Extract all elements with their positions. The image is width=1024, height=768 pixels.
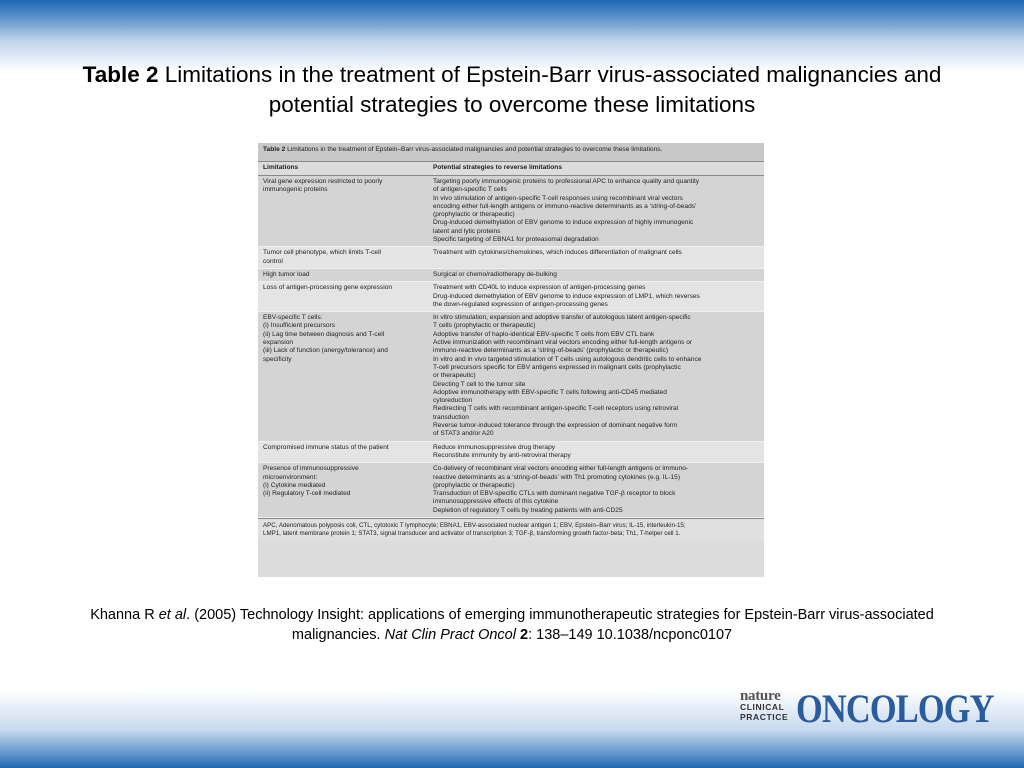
- limitation-cell: [263, 178, 433, 244]
- footnote-line: LMP1, latent membrane protein 1; STAT3, signal transducer and activator of transcription 3; TGF-β, transforming growth factor-beta; Th1, T-helper cell 1.: [263, 529, 681, 537]
- table-caption: [258, 143, 764, 161]
- table-row: [258, 269, 764, 282]
- header-limitations: Limitations: [263, 164, 299, 172]
- table-row: [258, 282, 764, 312]
- strategy-line: Drug-induced demethylation of EBV genome to induce expression of LMP1, which reverses: [433, 292, 700, 300]
- limitation-cell: [263, 444, 433, 461]
- footnote-line: APC, Adenomatous polyposis coli, CTL, cytotoxic T lymphocyte; EBNA1, EBV-associated nuclear antigen 1; EBV, Epstein–Barr virus; IL-15, interleukin-15;: [263, 521, 686, 529]
- strategies-cell: [433, 271, 759, 279]
- slide-title: [60, 60, 964, 120]
- logo-nature-word: nature: [740, 688, 781, 704]
- strategies-cell: [433, 444, 759, 461]
- citation-title: . (2005) Technology Insight: applications of emerging immunotherapeutic strategies for Epstein-Barr virus-associated malignancies.: [186, 607, 934, 643]
- strategy-line: Drug-induced demethylation of EBV genome to induce expression of highly immunogenic: [433, 219, 694, 227]
- citation-volume: 2: [520, 627, 529, 643]
- strategy-line: cytoreduction: [433, 397, 473, 405]
- limitation-line: control: [263, 257, 283, 265]
- strategy-line: of STAT3 and/or A20: [433, 430, 494, 438]
- strategy-line: Depletion of regulatory T cells by treating patients with anti-CD25: [433, 506, 623, 514]
- strategy-line: latent and lytic proteins: [433, 227, 501, 235]
- limitation-cell: [263, 465, 433, 515]
- strategy-line: Reverse tumor-induced tolerance through the expression of dominant negative form: [433, 422, 678, 430]
- table-caption-bold: Table 2: [263, 146, 286, 153]
- table-row: [258, 442, 764, 464]
- citation-journal: Nat Clin Pract Oncol: [384, 627, 516, 643]
- strategy-line: In vivo stimulation of antigen-specific T-cell responses using recombinant viral vectors: [433, 194, 683, 202]
- strategies-cell: [433, 465, 759, 515]
- strategy-line: Treatment with CD40L to induce expression of antigen-processing genes: [433, 284, 646, 292]
- table-footnote: [258, 518, 764, 541]
- citation-authors: Khanna R: [90, 607, 159, 623]
- strategy-line: Adoptive immunotherapy with EBV-specific T cells following anti-CD45 mediated: [433, 388, 667, 396]
- table-header-row: [258, 161, 764, 176]
- strategy-line: Directing T cell to the tumor site: [433, 380, 526, 388]
- strategy-line: encoding either full-length antigens or immuno-reactive determinants as a ‘string-of-beads’: [433, 202, 697, 210]
- slide-title-text: Limitations in the treatment of Epstein-Barr virus-associated malignancies and potential strategies to overcome these limitations: [158, 62, 942, 117]
- limitation-line: immunogenic proteins: [263, 186, 328, 194]
- limitation-line: expansion: [263, 339, 294, 347]
- strategies-cell: [433, 314, 759, 438]
- limitation-line: microenvironment:: [263, 473, 318, 481]
- limitation-line: (i) Insufficient precursors: [263, 322, 336, 330]
- strategies-cell: [433, 249, 759, 266]
- logo-nature-clinical-practice: [740, 690, 792, 722]
- limitation-line: Viral gene expression restricted to poorly: [263, 178, 383, 185]
- logo-clinical-word: CLINICAL: [740, 702, 785, 712]
- table-row: [258, 463, 764, 518]
- strategy-line: Reconstitute immunity by anti-retroviral therapy: [433, 451, 571, 459]
- strategy-line: immunosuppressive effects of this cytokine: [433, 498, 559, 506]
- strategy-line: Treatment with cytokines/chemokines, which induces differentiation of malignant cells: [433, 249, 682, 257]
- limitation-line: specificity: [263, 355, 292, 363]
- table-row: [258, 247, 764, 269]
- strategy-line: reactive determinants as a ‘string-of-beads’ with Th1 promoting cytokines (e.g. IL-15): [433, 473, 681, 481]
- table-image: [258, 143, 764, 577]
- citation: [80, 605, 944, 645]
- limitation-line: EBV-specific T cells:: [263, 314, 323, 322]
- strategy-line: Specific targeting of EBNA1 for proteasomal degradation: [433, 236, 599, 244]
- strategy-line: Reduce immunosuppressive drug therapy: [433, 443, 556, 451]
- strategy-line: the down-regulated expression of antigen-processing genes: [433, 300, 608, 308]
- limitation-line: Compromised immune status of the patient: [263, 443, 389, 451]
- table-row: [258, 176, 764, 247]
- strategy-line: T cells (prophylactic or therapeutic): [433, 322, 536, 330]
- strategy-line: Adoptive transfer of haplo-identical EBV-specific T cells from EBV CTL bank: [433, 330, 655, 338]
- strategies-cell: [433, 284, 759, 309]
- slide-title-bold: Table 2: [82, 62, 159, 87]
- strategy-line: Redirecting T cells with recombinant antigen-specific T-cell receptors using retroviral: [433, 405, 679, 413]
- limitation-line: Presence of immunosuppressive: [263, 465, 359, 473]
- limitation-cell: [263, 284, 433, 309]
- strategy-line: Active immunization with recombinant viral vectors encoding either full-length antigens or: [433, 339, 693, 347]
- table-caption-text: Limitations in the treatment of Epstein–Barr virus-associated malignancies and potential strategies to overcome these limitations.: [285, 146, 663, 153]
- strategy-line: of antigen-specific T cells: [433, 186, 507, 194]
- citation-pages-doi: : 138–149 10.1038/ncponc0107: [528, 627, 733, 643]
- limitation-line: High tumor load: [263, 270, 310, 278]
- logo-practice-word: PRACTICE: [740, 712, 789, 722]
- citation-etal: et al: [158, 607, 187, 623]
- strategy-line: T-cell precursors specific for EBV antigens expressed in malignant cells (prophylactic: [433, 363, 681, 371]
- strategy-line: immuno-reactive determinants as a ‘string-of-beads’ (prophylactic or therapeutic): [433, 347, 669, 355]
- strategy-line: or therapeutic): [433, 372, 476, 380]
- limitation-cell: [263, 271, 433, 279]
- table-body: [258, 176, 764, 518]
- logo-oncology-word: ONCOLOGY: [796, 686, 994, 731]
- limitation-line: Loss of antigen-processing gene expression: [263, 284, 393, 292]
- strategy-line: Targeting poorly immunogenic proteins to professional APC to enhance quality and quantity: [433, 178, 700, 185]
- strategy-line: transduction: [433, 413, 469, 421]
- strategy-line: (prophylactic or therapeutic): [433, 481, 515, 489]
- strategy-line: Surgical or chemo/radiotherapy de-bulking: [433, 270, 557, 278]
- strategy-line: In vitro stimulation, expansion and adoptive transfer of autologous latent antigen-specific: [433, 314, 691, 322]
- strategy-line: In vitro and in vivo targeted stimulation of T cells using autologous dendritic cells to enhance: [433, 355, 702, 363]
- strategy-line: Co-delivery of recombinant viral vectors encoding either full-length antigens or immuno-: [433, 465, 689, 473]
- limitation-cell: [263, 314, 433, 438]
- header-strategies: Potential strategies to reverse limitations: [433, 164, 562, 172]
- limitation-line: Tumor cell phenotype, which limits T-cell: [263, 249, 381, 257]
- limitation-line: (i) Cytokine mediated: [263, 481, 326, 489]
- limitation-line: (iii) Lack of function (anergy/tolerance) and: [263, 347, 388, 355]
- limitation-line: (ii) Lag time between diagnosis and T-cell: [263, 330, 385, 338]
- limitation-cell: [263, 249, 433, 266]
- limitation-line: (ii) Regulatory T-cell mediated: [263, 490, 351, 498]
- strategy-line: (prophylactic or therapeutic): [433, 211, 515, 219]
- journal-logo: [740, 686, 1002, 731]
- strategies-cell: [433, 178, 759, 244]
- table-row: [258, 312, 764, 441]
- strategy-line: Transduction of EBV-specific CTLs with dominant negative TGF-β receptor to block: [433, 490, 676, 498]
